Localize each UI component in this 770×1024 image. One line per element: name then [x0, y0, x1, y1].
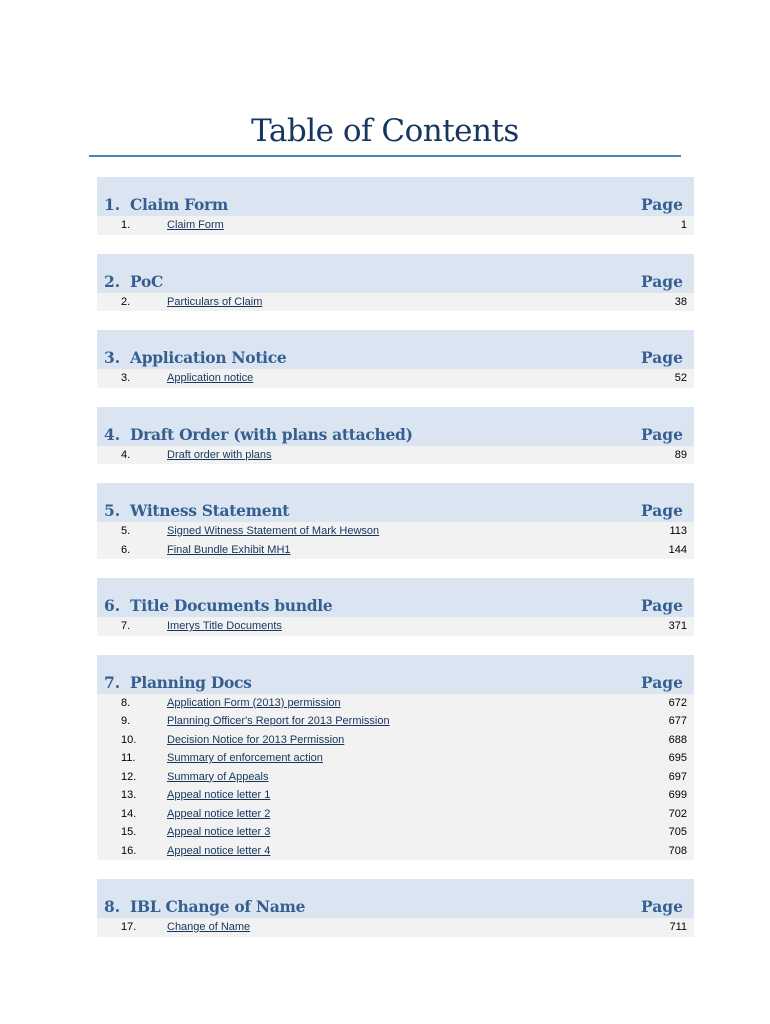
section-name: Witness Statement	[130, 501, 290, 520]
entry-link[interactable]: Planning Officer's Report for 2013 Permission	[167, 715, 390, 727]
entry-number: 4.	[121, 448, 131, 461]
section-header	[97, 254, 694, 293]
toc-entry	[97, 293, 694, 312]
toc-entry	[97, 541, 694, 560]
entry-number: 12.	[121, 770, 137, 783]
page-column-label: Page	[641, 672, 683, 692]
section-header	[97, 578, 694, 617]
entry-number: 16.	[121, 844, 137, 857]
entry-page-number: 144	[668, 543, 687, 556]
entry-link[interactable]: Application notice	[167, 372, 254, 384]
section-header	[97, 330, 694, 369]
entry-number: 2.	[121, 295, 131, 308]
entry-number: 6.	[121, 543, 131, 556]
toc-entry	[97, 731, 694, 750]
entry-number: 13.	[121, 789, 137, 801]
section-header	[97, 407, 694, 446]
entry-page-number: 688	[668, 733, 687, 746]
entry-page-number: 695	[668, 752, 687, 764]
toc-entry	[97, 694, 694, 713]
entry-page-number: 702	[668, 807, 687, 820]
entry-link[interactable]: Appeal notice letter 3	[167, 826, 271, 838]
section-number: 7.	[104, 672, 121, 692]
entry-page-number: 113	[669, 525, 687, 537]
page-column-label: Page	[641, 424, 683, 444]
entry-number: 1.	[121, 219, 131, 231]
toc-entry	[97, 216, 694, 235]
section-spacer	[97, 311, 694, 330]
page-column-label: Page	[641, 271, 683, 291]
section-spacer	[97, 464, 694, 483]
section-name: PoC	[130, 271, 164, 291]
section-name: IBL Change of Name	[130, 897, 306, 916]
section-number: 4.	[104, 424, 121, 444]
section-name: Title Documents bundle	[130, 596, 333, 615]
section-spacer	[97, 860, 694, 879]
entry-link[interactable]: Final Bundle Exhibit MH1	[167, 543, 291, 556]
section-number: 6.	[104, 596, 121, 615]
entry-page-number: 677	[668, 715, 687, 727]
toc-entry	[97, 842, 694, 861]
page-title: Table of Contents	[251, 113, 519, 149]
entry-page-number: 89	[674, 448, 687, 461]
section-number: 1.	[104, 195, 121, 214]
toc-entry	[97, 786, 694, 805]
entry-link[interactable]: Decision Notice for 2013 Permission	[167, 733, 345, 746]
entry-page-number: 708	[668, 844, 687, 857]
entry-link[interactable]: Summary of enforcement action	[167, 752, 323, 764]
entry-number: 10.	[121, 733, 137, 746]
entry-number: 3.	[121, 372, 131, 384]
entry-number: 7.	[121, 620, 131, 632]
entry-link[interactable]: Claim Form	[167, 219, 224, 231]
page-column-label: Page	[641, 501, 683, 520]
entry-page-number: 52	[674, 372, 687, 384]
toc-entry	[97, 918, 694, 937]
section-name: Draft Order (with plans attached)	[130, 424, 413, 444]
toc-entry	[97, 805, 694, 824]
entry-number: 9.	[121, 715, 131, 727]
entry-number: 17.	[121, 921, 137, 933]
entry-number: 11.	[121, 752, 136, 764]
toc-entry	[97, 522, 694, 541]
toc-entry	[97, 369, 694, 388]
entry-page-number: 711	[669, 921, 687, 933]
entry-page-number: 699	[668, 789, 687, 801]
entry-link[interactable]: Summary of Appeals	[167, 770, 269, 783]
page-column-label: Page	[641, 195, 683, 214]
section-number: 2.	[104, 271, 121, 291]
section-number: 8.	[104, 897, 121, 916]
entry-link[interactable]: Application Form (2013) permission	[167, 696, 341, 709]
page-column-label: Page	[641, 897, 683, 916]
entry-number: 5.	[121, 525, 131, 537]
entry-link[interactable]: Appeal notice letter 2	[167, 807, 271, 820]
entry-link[interactable]: Signed Witness Statement of Mark Hewson	[167, 525, 380, 537]
entry-page-number: 371	[668, 620, 687, 632]
toc-entry	[97, 768, 694, 787]
section-spacer	[97, 388, 694, 407]
section-number: 5.	[104, 501, 121, 520]
page-column-label: Page	[641, 348, 683, 367]
section-header	[97, 655, 694, 694]
section-name: Claim Form	[130, 195, 229, 214]
section-header	[97, 177, 694, 216]
section-name: Application Notice	[130, 348, 287, 367]
table-of-contents	[97, 177, 694, 937]
section-spacer	[97, 636, 694, 655]
entry-link[interactable]: Change of Name	[167, 921, 251, 933]
entry-link[interactable]: Appeal notice letter 1	[167, 789, 271, 801]
toc-entry	[97, 712, 694, 731]
page-column-label: Page	[641, 596, 683, 615]
entry-link[interactable]: Appeal notice letter 4	[167, 844, 271, 857]
entry-page-number: 697	[668, 770, 687, 783]
title-divider	[89, 155, 681, 157]
section-header	[97, 483, 694, 522]
entry-number: 8.	[121, 696, 131, 709]
entry-page-number: 705	[668, 826, 687, 838]
toc-entry	[97, 823, 694, 842]
toc-entry	[97, 617, 694, 636]
entry-page-number: 672	[668, 696, 687, 709]
entry-page-number: 1	[680, 219, 687, 231]
entry-link[interactable]: Particulars of Claim	[167, 295, 263, 308]
entry-page-number: 38	[674, 295, 687, 308]
toc-entry	[97, 749, 694, 768]
toc-entry	[97, 446, 694, 465]
section-number: 3.	[104, 348, 121, 367]
entry-number: 15.	[121, 826, 137, 838]
section-spacer	[97, 235, 694, 254]
section-name: Planning Docs	[130, 672, 252, 692]
entry-link[interactable]: Imerys Title Documents	[167, 620, 282, 632]
entry-number: 14.	[121, 807, 137, 820]
entry-link[interactable]: Draft order with plans	[167, 448, 272, 461]
section-spacer	[97, 559, 694, 578]
section-header	[97, 879, 694, 918]
